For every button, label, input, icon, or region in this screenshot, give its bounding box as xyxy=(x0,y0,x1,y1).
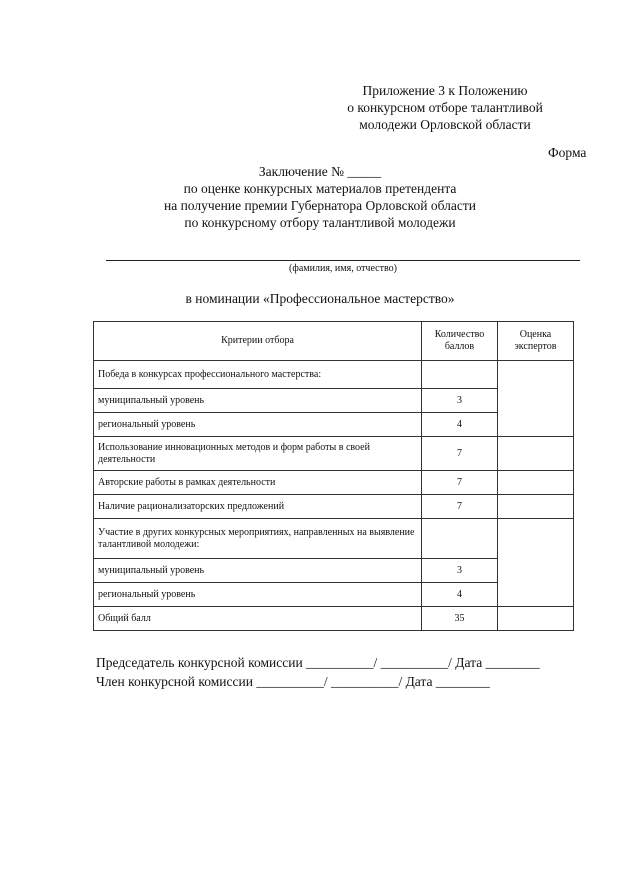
row-criteria: Победа в конкурсах профессионального мастерства: xyxy=(94,361,422,389)
header-expert: Оценка экспертов xyxy=(498,322,574,361)
row-points: 7 xyxy=(422,495,498,519)
conclusion-title: Заключение № _____ xyxy=(258,164,382,179)
row-points: 3 xyxy=(422,389,498,413)
signature-member: Член конкурсной комиссии __________/ __________/ Дата ________ xyxy=(96,674,490,689)
row-criteria: региональный уровень xyxy=(94,583,422,607)
fio-caption: (фамилия, имя, отчество) xyxy=(289,263,397,274)
row-points: 3 xyxy=(422,559,498,583)
row-points: 35 xyxy=(422,607,498,631)
row-criteria: Участие в других конкурсных мероприятиях, направленных на выявление талантливой молодежи: xyxy=(94,519,422,559)
signatures-block xyxy=(96,653,540,691)
appendix-line-3: молодежи Орловской области xyxy=(359,117,531,132)
criteria-table xyxy=(93,321,574,631)
table-row xyxy=(94,471,574,495)
expert-score-cell xyxy=(498,607,574,631)
expert-score-cell xyxy=(498,495,574,519)
header-points: Количество баллов xyxy=(422,322,498,361)
appendix-line-2: о конкурсном отборе талантливой xyxy=(347,100,543,115)
conclusion-line-3: по конкурсному отбору талантливой молодежи xyxy=(184,215,456,230)
appendix-line-1: Приложение 3 к Положению xyxy=(362,83,528,98)
row-points xyxy=(422,519,498,559)
form-label: Форма xyxy=(548,145,587,160)
conclusion-heading xyxy=(100,163,540,231)
row-points xyxy=(422,361,498,389)
table-row xyxy=(94,607,574,631)
expert-score-cell xyxy=(498,519,574,607)
row-points: 7 xyxy=(422,471,498,495)
row-criteria: Использование инновационных методов и форм работы в своей деятельности xyxy=(94,437,422,471)
appendix-block xyxy=(300,82,590,133)
table-row xyxy=(94,437,574,471)
conclusion-line-2: на получение премии Губернатора Орловской области xyxy=(163,198,476,213)
table-row xyxy=(94,361,574,389)
row-points: 4 xyxy=(422,583,498,607)
table-row xyxy=(94,519,574,559)
row-criteria: Наличие рационализаторских предложений xyxy=(94,495,422,519)
nomination-title: в номинации «Профессиональное мастерство» xyxy=(185,291,455,306)
row-criteria: Общий балл xyxy=(94,607,422,631)
row-criteria: Авторские работы в рамках деятельности xyxy=(94,471,422,495)
header-criteria: Критерии отбора xyxy=(94,322,422,361)
expert-score-cell xyxy=(498,471,574,495)
table-header-row xyxy=(94,322,574,361)
signature-chairman: Председатель конкурсной комиссии __________/ __________/ Дата ________ xyxy=(96,655,540,670)
row-points: 7 xyxy=(422,437,498,471)
row-criteria: муниципальный уровень xyxy=(94,559,422,583)
expert-score-cell xyxy=(498,361,574,437)
row-points: 4 xyxy=(422,413,498,437)
row-criteria: муниципальный уровень xyxy=(94,389,422,413)
expert-score-cell xyxy=(498,437,574,471)
fio-underline xyxy=(106,260,580,261)
row-criteria: региональный уровень xyxy=(94,413,422,437)
table-row xyxy=(94,495,574,519)
conclusion-line-1: по оценке конкурсных материалов претендента xyxy=(183,181,457,196)
